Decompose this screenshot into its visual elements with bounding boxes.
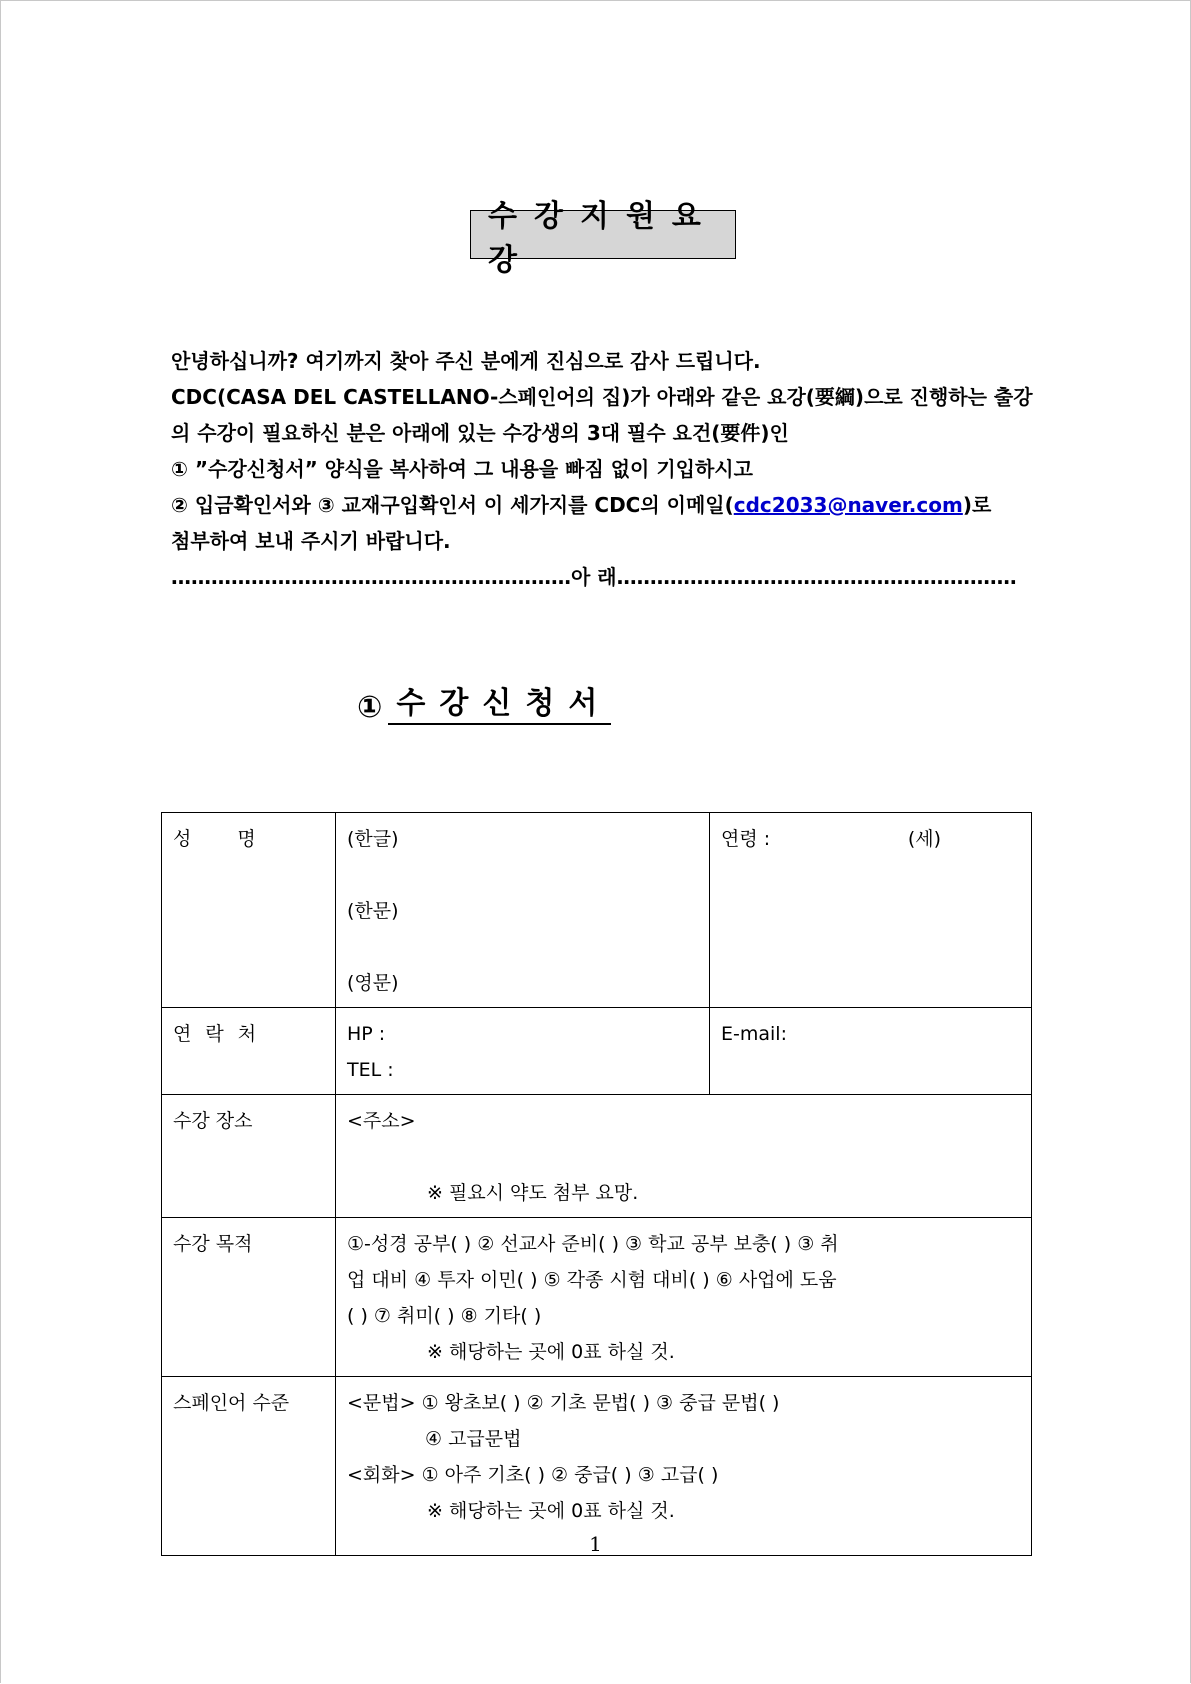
- tel-field: TEL :: [347, 1059, 394, 1081]
- purpose-label: 수강 목적: [162, 1218, 336, 1377]
- application-form-table: [161, 812, 1032, 1556]
- intro-text: [171, 343, 1033, 595]
- place-label: 수강 장소: [162, 1095, 336, 1218]
- age-cell[interactable]: [710, 813, 1032, 1008]
- intro-line: 첨부하여 보내 주시기 바랍니다.: [171, 529, 451, 553]
- purpose-note: ※ 해당하는 곳에 0표 하실 것.: [427, 1341, 675, 1363]
- name-row: [162, 813, 1032, 1008]
- purpose-options-line: ①-성경 공부( ) ② 선교사 준비( ) ③ 학교 공부 보충( ) ③ 취: [347, 1233, 839, 1255]
- purpose-cell[interactable]: [336, 1218, 1032, 1377]
- level-note: ※ 해당하는 곳에 0표 하실 것.: [427, 1500, 675, 1522]
- email-cell[interactable]: [710, 1008, 1032, 1095]
- name-cell[interactable]: [336, 813, 710, 1008]
- level-label: 스페인어 수준: [162, 1377, 336, 1556]
- intro-line: 안녕하십니까? 여기까지 찾아 주신 분에게 진심으로 감사 드립니다.: [171, 349, 761, 373]
- intro-line: [171, 487, 1021, 523]
- level-cell[interactable]: [336, 1377, 1032, 1556]
- email-field: E-mail:: [721, 1023, 787, 1045]
- grammar-options-line: <문법> ① 왕초보( ) ② 기초 문법( ) ③ 중급 문법( ): [347, 1392, 780, 1414]
- name-english-field: (영문): [347, 972, 399, 994]
- form-title-text: 수강신청서: [388, 678, 611, 725]
- form-title-number: ①: [357, 690, 383, 725]
- divider-line: ……………………………………………………아 래……………………………………………………: [171, 565, 1017, 589]
- contact-label: 연 락 처: [162, 1008, 336, 1095]
- purpose-options-line: ( ) ⑦ 취미( ) ⑧ 기타( ): [347, 1305, 542, 1327]
- contact-row: [162, 1008, 1032, 1095]
- phone-cell[interactable]: [336, 1008, 710, 1095]
- name-label: 성 명: [162, 813, 336, 1008]
- purpose-row: [162, 1218, 1032, 1377]
- hp-field: HP :: [347, 1023, 386, 1045]
- place-row: [162, 1095, 1032, 1218]
- name-hanja-field: (한문): [347, 900, 399, 922]
- grammar-options-line: ④ 고급문법: [425, 1428, 522, 1450]
- age-label: 연령 :: [721, 828, 771, 850]
- document-title: 수강지원요강: [470, 210, 736, 259]
- purpose-options-line: 업 대비 ④ 투자 이민( ) ⑤ 각종 시험 대비( ) ⑥ 사업에 도움: [347, 1269, 837, 1291]
- conversation-options-line: <회화> ① 아주 기초( ) ② 중급( ) ③ 고급( ): [347, 1464, 719, 1486]
- level-row: [162, 1377, 1032, 1556]
- place-note: ※ 필요시 약도 첨부 요망.: [427, 1182, 639, 1204]
- intro-line: CDC(CASA DEL CASTELLANO-스페인어의 집)가 아래와 같은 요강(要綱)으로 진행하는 출강: [171, 385, 1033, 409]
- email-link[interactable]: cdc2033@naver.com: [733, 493, 963, 517]
- age-unit: (세): [907, 828, 941, 850]
- address-field: <주소>: [347, 1110, 416, 1132]
- place-cell[interactable]: [336, 1095, 1032, 1218]
- name-korean-field: (한글): [347, 828, 399, 850]
- page-number: 1: [589, 1532, 602, 1556]
- intro-line: ① ”수강신청서” 양식을 복사하여 그 내용을 빠짐 없이 기입하시고: [171, 457, 753, 481]
- form-title: [357, 683, 611, 725]
- intro-line-text: )로: [962, 493, 992, 517]
- intro-line-text: ② 입금확인서와 ③ 교재구입확인서 이 세가지를 CDC의 이메일(: [171, 493, 734, 517]
- intro-line: 의 수강이 필요하신 분은 아래에 있는 수강생의 3대 필수 요건(要件)인: [171, 421, 789, 445]
